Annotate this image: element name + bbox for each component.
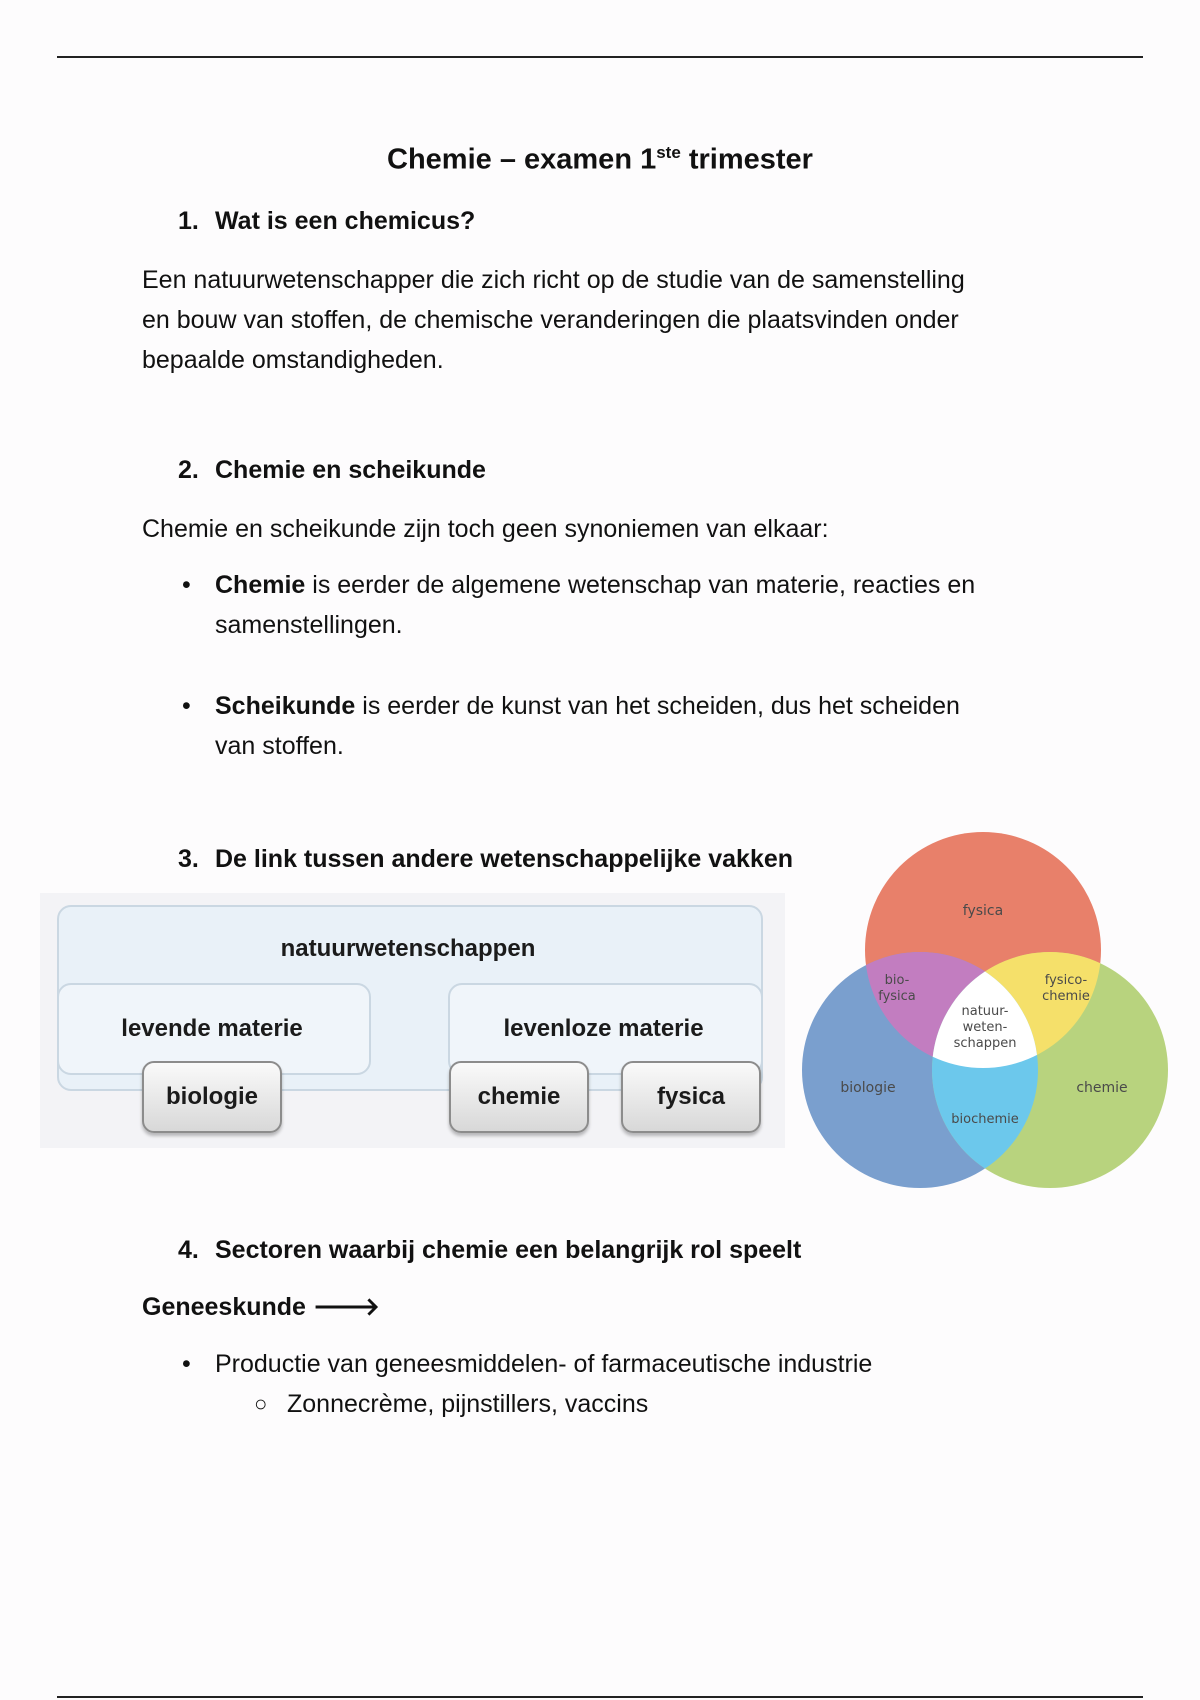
- sub-list-item: ○ Zonnecrème, pijnstillers, vaccins: [250, 1384, 648, 1424]
- venn-biologie-label: biologie: [840, 1080, 896, 1096]
- section-2-heading: 2. Chemie en scheikunde: [178, 456, 486, 484]
- levende-materie-label: levende materie: [121, 1015, 303, 1042]
- fysica-box: fysica: [621, 1061, 761, 1133]
- section-2-intro: Chemie en scheikunde zijn toch geen synoniemen van elkaar:: [142, 515, 829, 543]
- venn-center-line-1: natuur-: [961, 1004, 1009, 1019]
- list-item: • Chemie is eerder de algemene wetenschap van materie, reacties en samenstellingen.: [178, 565, 1115, 645]
- venn-bio-label: bio-: [884, 973, 910, 988]
- natuurwetenschappen-label: natuurwetenschappen: [280, 935, 536, 962]
- geneeskunde-subheading: Geneeskunde 🡒: [142, 1293, 380, 1321]
- venn-fysico-label: fysico-: [1044, 973, 1088, 988]
- bullet-dot-icon: •: [182, 692, 191, 720]
- bullet-dot-icon: •: [182, 1350, 191, 1378]
- venn-biochemie-label: biochemie: [951, 1112, 1019, 1127]
- bottom-rule: [57, 1696, 1143, 1698]
- list-item: • Productie van geneesmiddelen- of farmaceutische industrie: [178, 1344, 1115, 1384]
- chemie-box: chemie: [449, 1061, 589, 1133]
- venn-center-line-3: schappen: [953, 1036, 1017, 1051]
- venn-chemie-sub-label: chemie: [1042, 989, 1090, 1004]
- top-rule: [57, 56, 1143, 58]
- section-3-heading: 3. De link tussen andere wetenschappelijke vakken: [178, 845, 794, 873]
- venn-chemie-label: chemie: [1076, 1080, 1128, 1096]
- section-4-heading: 4. Sectoren waarbij chemie een belangrijk rol speelt: [178, 1236, 802, 1264]
- section-1-heading: 1. Wat is een chemicus?: [178, 207, 476, 235]
- science-hierarchy-diagram: [40, 893, 785, 1148]
- venn-fysica-sub-label: fysica: [878, 989, 916, 1004]
- section-1-text: Een natuurwetenschapper die zich richt op de studie van de samenstelling en bouw van stoffen, de chemische veranderingen die plaatsvinden onder bepaalde omstandigheden.: [142, 266, 965, 374]
- science-venn-diagram: [800, 830, 1170, 1200]
- biologie-box: biologie: [142, 1061, 282, 1133]
- venn-center-line-2: weten-: [962, 1020, 1008, 1035]
- list-item: • Scheikunde is eerder de kunst van het scheiden, dus het scheiden van stoffen.: [178, 686, 1115, 766]
- page-title: Chemie – examen 1ste trimester: [387, 143, 813, 176]
- venn-fysica-label: fysica: [962, 903, 1004, 919]
- circle-bullet-icon: ○: [254, 1391, 268, 1416]
- arrow-right-icon: 🡒: [312, 1293, 380, 1321]
- levenloze-materie-label: levenloze materie: [503, 1015, 704, 1042]
- bullet-dot-icon: •: [182, 571, 191, 599]
